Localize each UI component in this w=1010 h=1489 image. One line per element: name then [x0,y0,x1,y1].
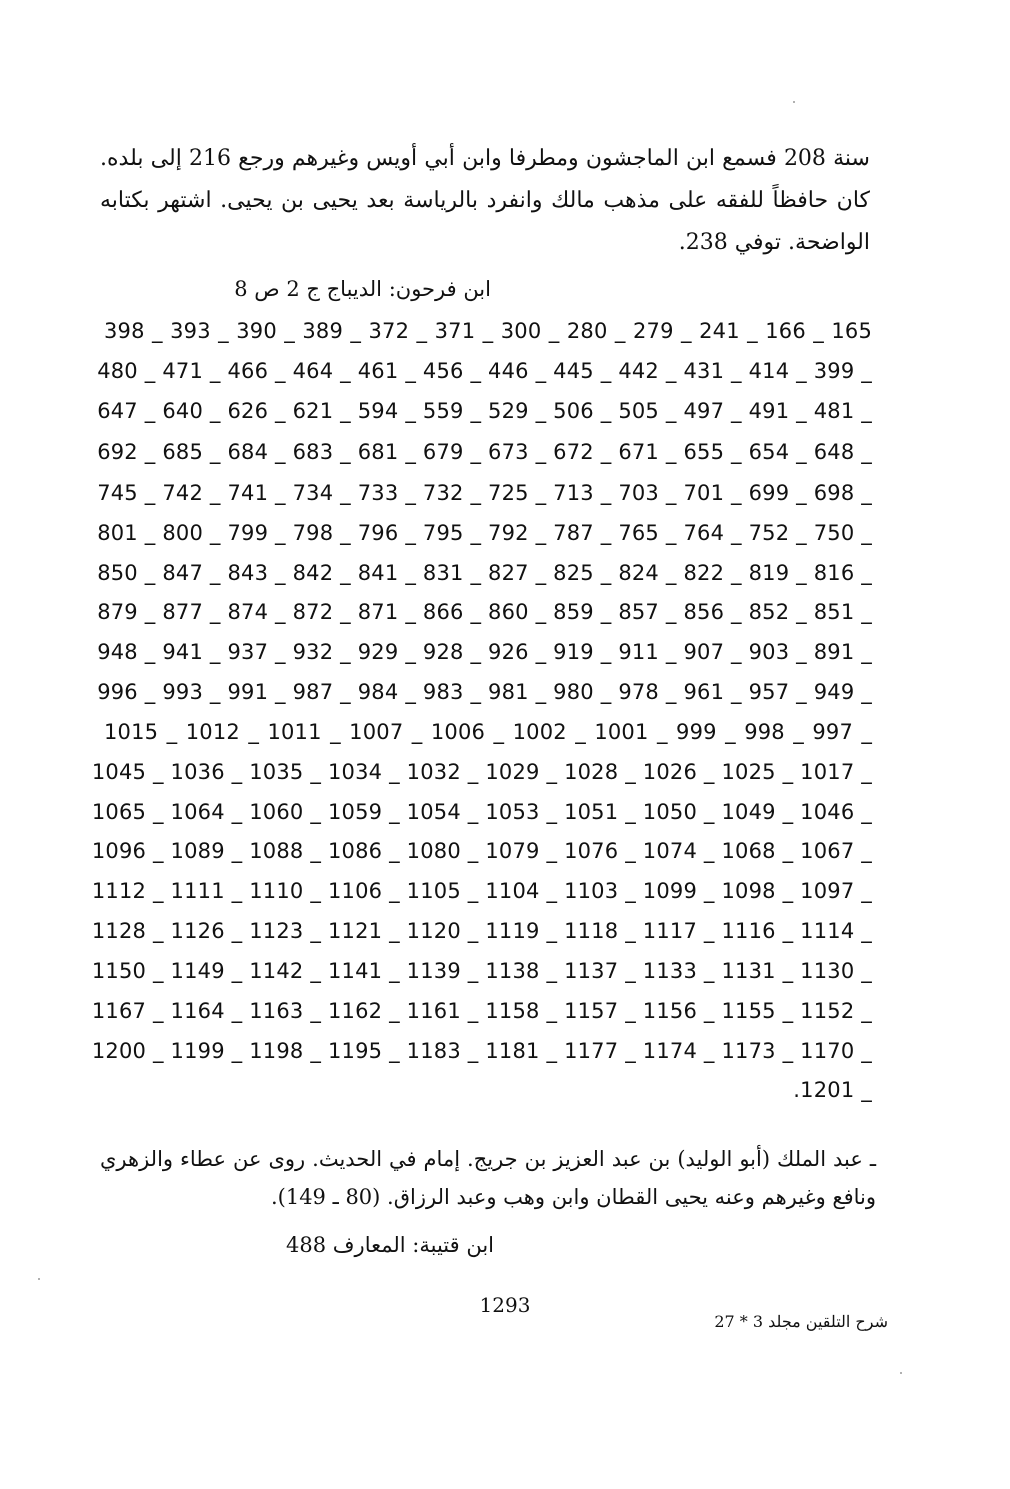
index-line: _ 750 _ 752 _ 764 _ 765 _ 787 _ 792 _ 795 _ 796 _ 798 _ 799 _ 800 _ 801 [97,521,872,545]
intro-paragraph: سنة 208 فسمع ابن الماجشون ومطرفا وابن أبي أويس وغيرهم ورجع 216 إلى بلده. كان حافظاً للفقه على مذهب مالك وانفرد بالرياسة بعد يحيى بن يحيى. اشتهر بكتابه الواضحة. توفي 238. [100,146,870,255]
index-line: _ 698 _ 699 _ 701 _ 703 _ 713 _ 725 _ 732 _ 733 _ 734 _ 741 _ 742 _ 745 [97,481,872,505]
index-line: _ 949 _ 957 _ 961 _ 978 _ 980 _ 981 _ 983 _ 984 _ 987 _ 991 _ 993 _ 996 [97,680,872,704]
index-line: _ 997 _ 998 _ 999 _ 1001 _ 1002 _ 1006 _ 1007 _ 1011 _ 1012 _ 1015 [104,720,873,744]
book-signature-footer: شرح التلقين مجلد 3 * 27 [714,1312,888,1331]
biography-entry: ـ عبد الملك (أبو الوليد) بن عبد العزيز بن جريج. إمام في الحديث. روى عن عطاء والزهري ونافع وغيرهم وعنه يحيى القطان وابن وهب وعبد الرزاق. (80 ـ 149). [100,1147,876,1209]
citation-source-2: ابن قتيبة: المعارف 488 [286,1233,494,1257]
index-line: _ 1201. [793,1078,872,1102]
index-line: _ 1046 _ 1049 _ 1050 _ 1051 _ 1053 _ 1054 _ 1059 _ 1060 _ 1064 _ 1065 [91,800,872,824]
index-line: _ 399 _ 414 _ 431 _ 442 _ 445 _ 446 _ 456 _ 461 _ 464 _ 466 _ 471 _ 480 [97,359,872,383]
index-line: _ 1067 _ 1068 _ 1074 _ 1076 _ 1079 _ 1080 _ 1086 _ 1088 _ 1089 _ 1096 [91,839,872,863]
scan-speck [900,1372,902,1374]
index-line: _ 1097 _ 1098 _ 1099 _ 1103 _ 1104 _ 1105 _ 1106 _ 1110 _ 1111 _ 1112 [91,879,872,903]
index-line: _ 1170 _ 1173 _ 1174 _ 1177 _ 1181 _ 1183 _ 1195 _ 1198 _ 1199 _ 1200 [91,1039,872,1063]
citation-source-1: ابن فرحون: الديباج ج 2 ص 8 [234,277,491,301]
index-line: _ 1017 _ 1025 _ 1026 _ 1028 _ 1029 _ 1032 _ 1034 _ 1035 _ 1036 _ 1045 [91,760,872,784]
index-line: _ 648 _ 654 _ 655 _ 671 _ 672 _ 673 _ 679 _ 681 _ 683 _ 684 _ 685 _ 692 [97,440,872,464]
index-line: _ 1130 _ 1131 _ 1133 _ 1137 _ 1138 _ 1139 _ 1141 _ 1142 _ 1149 _ 1150 [91,959,872,983]
index-line: _ 891 _ 903 _ 907 _ 911 _ 919 _ 926 _ 928 _ 929 _ 932 _ 937 _ 941 _ 948 [97,640,872,664]
index-line: _ 1114 _ 1116 _ 1117 _ 1118 _ 1119 _ 1120 _ 1121 _ 1123 _ 1126 _ 1128 [91,919,872,943]
index-line: _ 816 _ 819 _ 822 _ 824 _ 825 _ 827 _ 831 _ 841 _ 842 _ 843 _ 847 _ 850 [97,561,872,585]
page-number: 1293 [479,1293,531,1317]
index-line: 165 _ 166 _ 241 _ 279 _ 280 _ 300 _ 371 _ 372 _ 389 _ 390 _ 393 _ 398 [104,319,873,343]
scan-speck [38,1278,40,1280]
index-line: _ 851 _ 852 _ 856 _ 857 _ 859 _ 860 _ 866 _ 871 _ 872 _ 874 _ 877 _ 879 [97,600,872,624]
index-line: _ 481 _ 491 _ 497 _ 505 _ 506 _ 529 _ 559 _ 594 _ 621 _ 626 _ 640 _ 647 [97,399,872,423]
index-line: _ 1152 _ 1155 _ 1156 _ 1157 _ 1158 _ 1161 _ 1162 _ 1163 _ 1164 _ 1167 [91,999,872,1023]
scan-speck [793,101,795,103]
